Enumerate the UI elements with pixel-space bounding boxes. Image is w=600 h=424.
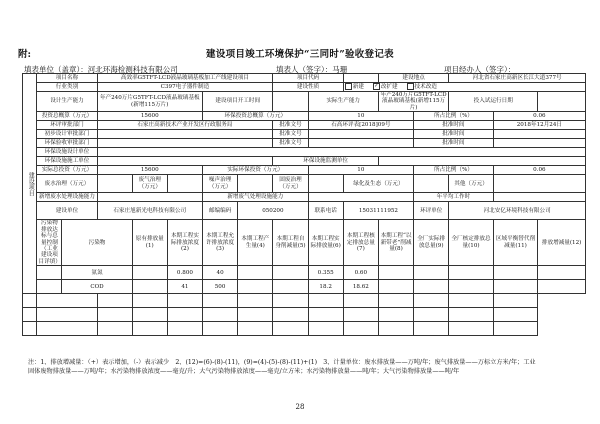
start-date — [273, 92, 308, 112]
footnote-line-1: 注：1、排放增减量：（+）表示增加，（-）表示减少 2、(12)=(6)-(8)-(11)，(9)=(4)-(5)-(8)-(11)+(1) 3、计量单位：废水排放量——万吨/年；废气排放量——万标立方米/年；工业 — [28, 359, 536, 366]
table-cell — [449, 266, 493, 280]
field-label: 初步设计审批部门 — [37, 130, 97, 139]
eia-unit: 河北安亿环境科技有限公司 — [449, 202, 586, 220]
industry-category: C397电子器件制造 — [97, 83, 273, 92]
table-cell — [414, 266, 449, 280]
option-label: 改扩建 — [380, 84, 398, 91]
checkbox-new[interactable] — [345, 83, 352, 90]
annex-label: 附: — [18, 49, 32, 60]
field-label: 实际总投资（万元） — [37, 166, 97, 175]
option-label: 新建 — [352, 84, 364, 91]
actual-capacity: 年产240万片G5TFT-LCD液晶玻璃基板(新增115万片) — [378, 92, 448, 112]
field-label: 环保设施施工单位 — [37, 157, 97, 166]
table-cell: 40 — [203, 266, 238, 280]
table-row — [23, 74, 586, 83]
page-title: 建设项目竣工环境保护“三同时”验收登记表 — [206, 49, 394, 60]
section-label-project: 建设项目 — [23, 74, 37, 294]
table-cell: 41 — [167, 280, 202, 294]
field-label: 项目名称 — [37, 74, 97, 83]
investment-ratio: 0.06 — [493, 112, 585, 121]
project-code — [343, 74, 378, 83]
field-label: 环保设施监测单位 — [273, 157, 379, 166]
field-label: 设计生产能力 — [37, 92, 97, 112]
table-row — [23, 139, 586, 148]
table-row — [23, 280, 586, 294]
table-cell — [538, 266, 586, 280]
project-handler: 项目经办人（签字）： — [444, 65, 516, 74]
column-header: 本期工程允许排放浓度(3) — [203, 220, 238, 266]
column-header: 全厂核定排放总量(10) — [449, 220, 493, 266]
trial-date — [538, 92, 586, 112]
actual-env-investment: 10 — [308, 166, 414, 175]
footnote-line-2: 固体废物排放量——万吨/年；水污染物排放浓度——毫克/升；大气污染物排放浓度——毫克/立方米；水污染物排放量——吨/年；大气污染物排放量——吨/年 — [28, 368, 460, 376]
table-row — [23, 148, 586, 157]
field-label: 实际环保投资（万元） — [203, 166, 309, 175]
table-row — [23, 83, 586, 92]
column-header: 污染物 — [62, 220, 132, 266]
table-cell — [538, 280, 586, 294]
table-cell — [238, 280, 273, 294]
field-label: 投入试运行日期 — [449, 92, 538, 112]
field-label: 环评审批部门 — [37, 121, 97, 130]
option-label: 技术改造 — [414, 84, 437, 91]
checkbox-tech-upgrade[interactable] — [407, 83, 414, 90]
phone: 15031111952 — [343, 202, 413, 220]
field-label: 环评单位 — [414, 202, 449, 220]
table-cell — [273, 266, 308, 280]
table-cell — [378, 266, 413, 280]
field-label: 建设单位 — [37, 202, 97, 220]
field-label: 实际生产能力 — [308, 92, 378, 112]
pollution-side-label: 污染物排放达标与总量控制（工业建设项目详填） — [38, 220, 61, 265]
column-header: 本期工程实际排放浓度(2) — [167, 220, 202, 266]
postcode: 050200 — [238, 202, 308, 220]
eia-approver: 石家庄高新技术产业开发区行政服务局 — [97, 121, 273, 130]
table-cell — [273, 280, 308, 294]
field-label: 批准时间 — [414, 121, 494, 130]
field-label: 建设地点 — [378, 74, 448, 83]
column-header: 本期工程“以新带老”削减量(8) — [378, 220, 413, 266]
field-label: 建设性质 — [273, 83, 343, 92]
field-label: 环保投资总概算（万元） — [203, 112, 309, 121]
table-row — [23, 266, 586, 280]
field-label: 噪声治理（万元） — [203, 175, 238, 193]
table-row — [23, 308, 586, 322]
field-label: 投资总概算（万元） — [37, 112, 97, 121]
table-cell — [238, 266, 273, 280]
field-label: 绿化及生态（万元） — [343, 175, 413, 193]
actual-ratio: 0.06 — [493, 166, 585, 175]
table-cell — [493, 266, 537, 280]
footnote — [28, 358, 576, 377]
table-cell — [449, 280, 493, 294]
field-label: 环保验收审批部门 — [37, 139, 97, 148]
table-cell: 18.62 — [343, 280, 378, 294]
field-label: 环保设施设计单位 — [37, 148, 97, 157]
field-label: 行业类别 — [37, 83, 97, 92]
table-row — [23, 322, 586, 336]
table-row — [23, 121, 586, 130]
nature-options — [343, 83, 585, 92]
column-header: 排放增减量(12) — [538, 220, 586, 266]
field-label: 所占比例（%） — [414, 166, 494, 175]
field-label: 废水治理（万元） — [37, 175, 97, 193]
pollutant-name: 氨氮 — [62, 266, 132, 280]
table-cell — [378, 280, 413, 294]
table-row — [23, 202, 586, 220]
project-location: 河北省石家庄高新区长江大道377号 — [449, 74, 586, 83]
project-name: 高效率G5TFT-LCD液晶玻璃基板加工产线建设项目 — [97, 74, 273, 83]
field-label: 所占比例（%） — [414, 112, 494, 121]
table-cell: 0.60 — [343, 266, 378, 280]
field-label: 其他（万元） — [449, 175, 493, 193]
table-row — [23, 175, 586, 193]
filler-person: 填表人（签字）：马珊 — [276, 65, 348, 74]
table-row — [23, 157, 586, 166]
column-header: 区域平衡替代削减量(11) — [493, 220, 537, 266]
table-cell — [132, 266, 167, 280]
field-label: 批准文号 — [273, 121, 308, 130]
design-capacity: 年产240万片G5TFT-LCD液晶玻璃基板(新增115万片) — [97, 92, 203, 112]
approval-time: 2018年12月24日 — [493, 121, 585, 130]
table-cell: 18.2 — [308, 280, 343, 294]
table-cell — [132, 280, 167, 294]
column-header: 全厂实际排放总量(9) — [414, 220, 449, 266]
table-header-row — [23, 220, 586, 266]
checkbox-expansion[interactable]: ✓ — [374, 83, 379, 90]
table-cell: 500 — [203, 280, 238, 294]
table-cell: 0.800 — [167, 266, 202, 280]
field-label: 固废治理（万元） — [273, 175, 308, 193]
total-investment: 15600 — [97, 112, 203, 121]
field-label: 年平均工作时 — [414, 193, 494, 202]
table-row — [23, 166, 586, 175]
field-label: 废气治理（万元） — [132, 175, 167, 193]
field-label: 批准文号 — [273, 130, 308, 139]
table-row — [23, 92, 586, 112]
table-row — [23, 294, 586, 308]
pollutant-name: COD — [62, 280, 132, 294]
column-header: 本期工程产生量(4) — [238, 220, 273, 266]
table-cell — [493, 280, 537, 294]
build-unit: 石家庄旭新光电科技有限公司 — [97, 202, 203, 220]
field-label: 新增废气处理设施能力 — [203, 193, 309, 202]
env-investment: 10 — [308, 112, 414, 121]
field-label: 批准时间 — [414, 139, 494, 148]
table-row — [23, 130, 586, 139]
approval-number: 石高环评表[2018]09号 — [308, 121, 414, 130]
table-row — [23, 193, 586, 202]
filler-unit: 填表单位（盖章）：河北环海检测科技有限公司 — [24, 65, 178, 74]
field-label: 新增废水处理设施能力 — [37, 193, 97, 202]
field-label: 批准文号 — [273, 139, 308, 148]
field-label: 建设项目开工时间 — [203, 92, 273, 112]
column-header: 本期工程实际排放量(6) — [308, 220, 343, 266]
table-row — [23, 112, 586, 121]
acceptance-registration-table — [22, 73, 586, 336]
field-label: 联系电话 — [308, 202, 343, 220]
table-cell — [414, 280, 449, 294]
table-cell: 0.355 — [308, 266, 343, 280]
field-label: 项目代码 — [273, 74, 343, 83]
column-header: 本期工程自身削减量(5) — [273, 220, 308, 266]
page-number: 28 — [295, 403, 305, 411]
field-label: 批准时间 — [414, 130, 494, 139]
column-header: 原有排放量(1) — [132, 220, 167, 266]
actual-investment: 15600 — [97, 166, 203, 175]
field-label: 邮编编码 — [203, 202, 238, 220]
column-header: 本期工程核定排放总量(7) — [343, 220, 378, 266]
